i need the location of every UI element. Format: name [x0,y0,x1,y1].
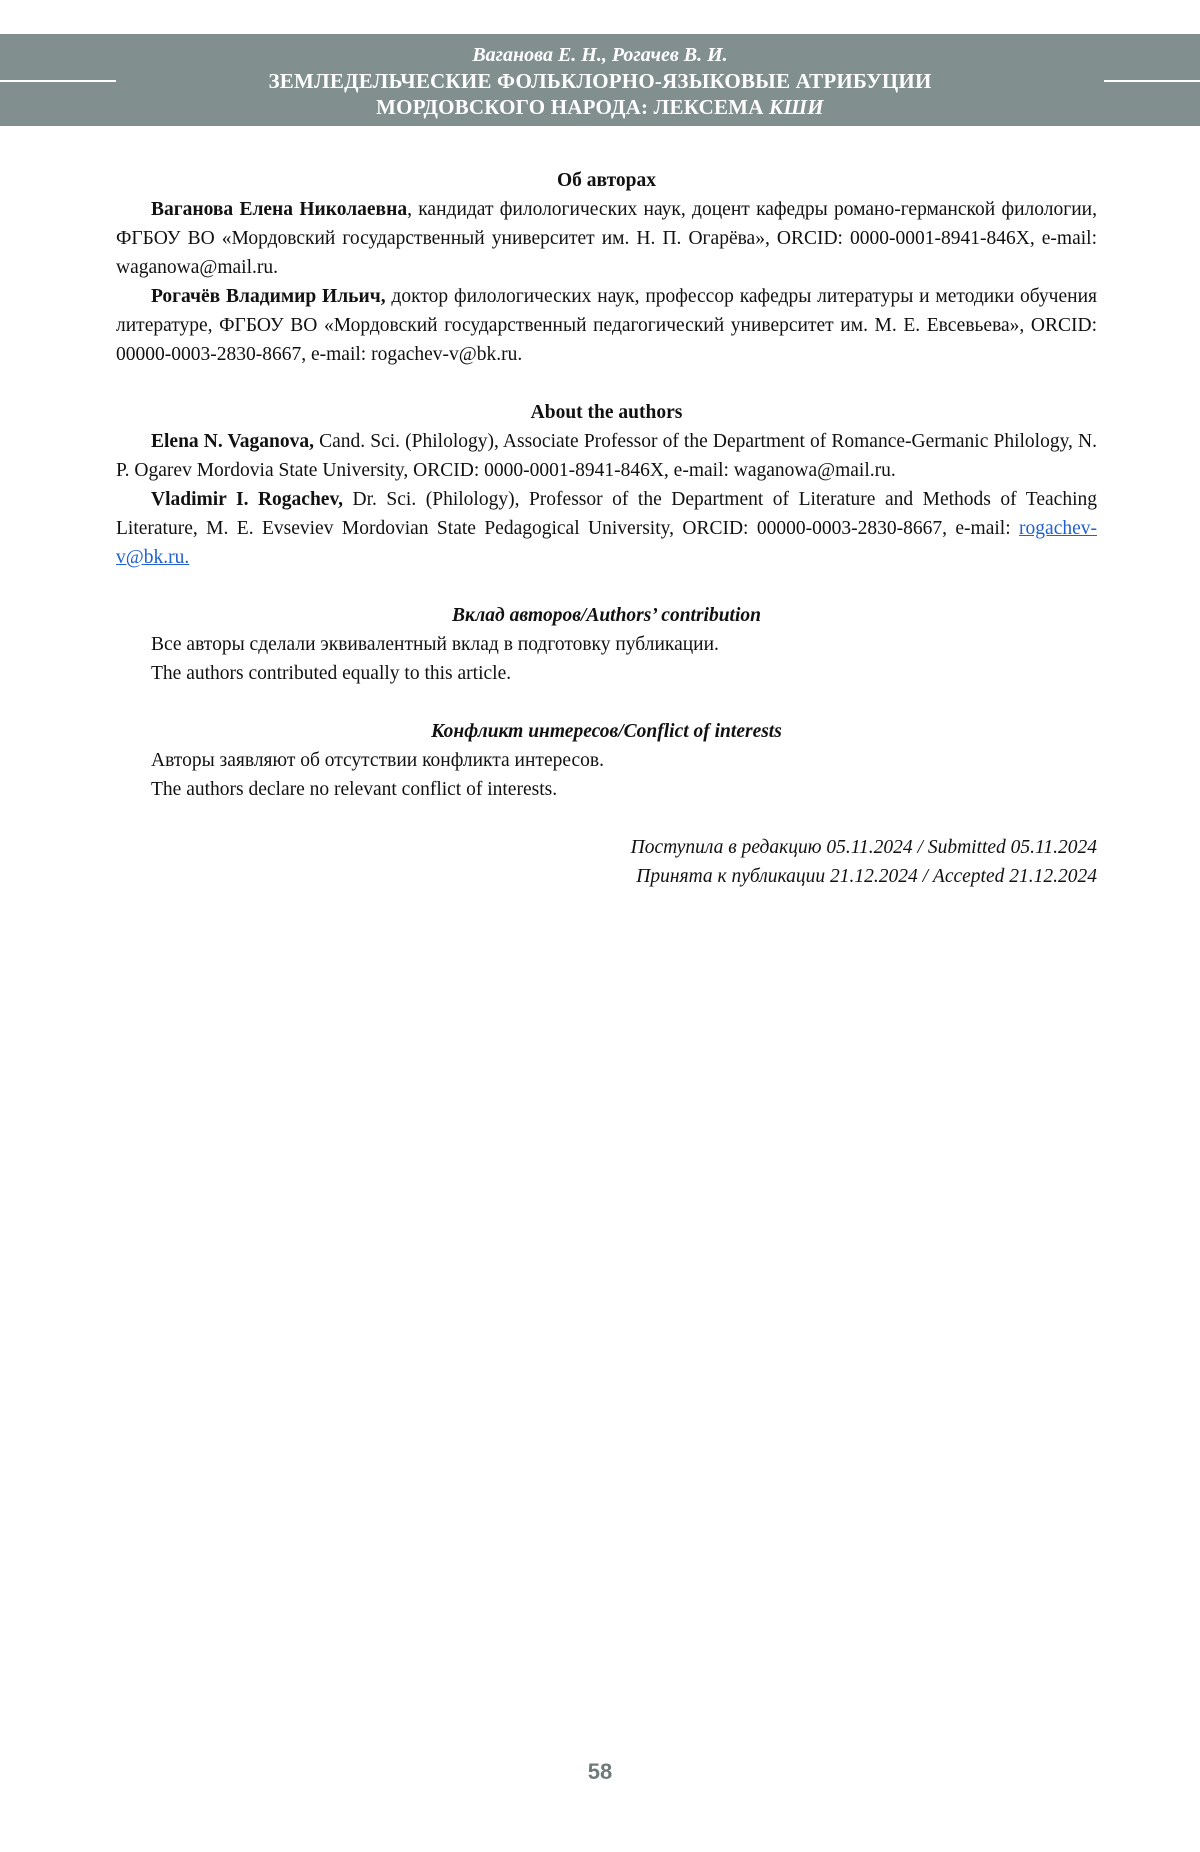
author2-en-text: Dr. Sci. (Philology), Professor of the Department of Literature and Methods of Teaching Literature, M. E. Evseviev Mordovian State Pedagogical University, ORCID: 00000-0003-2830-8667, e-mail: [116,489,1097,539]
accepted-date: Принята к публикации 21.12.2024 / Accepted 21.12.2024 [636,866,1097,887]
conflict-en: The authors declare no relevant conflict of interests. [151,779,558,800]
contribution-ru: Все авторы сделали эквивалентный вклад в подготовку публикации. [151,634,719,655]
author2-ru-name: Рогачёв Владимир Ильич, [151,286,386,307]
author2-ru-bio [116,282,1097,369]
running-header [0,34,1200,126]
header-title-lexeme: КШИ [769,95,824,119]
conflict-heading: Конфликт интересов/Conflict of interests [431,721,782,742]
author1-ru-bio [116,195,1097,282]
header-title-line2 [0,94,1200,120]
author1-en-name: Elena N. Vaganova, [151,431,315,452]
author1-en-text: Cand. Sci. (Philology), Associate Professor of the Department of Romance-Germanic Philology, N. P. Ogarev Mordovia State University, ORCID: 0000-0001-8941-846X, e-mail: waganowa@mail.ru. [116,431,1097,481]
author1-ru-name: Ваганова Елена Николаевна [151,199,408,220]
author1-en-bio [116,427,1097,485]
about-authors-ru-heading: Об авторах [556,170,656,191]
author2-en-name: Vladimir I. Rogachev, [151,489,344,510]
header-title-line1: ЗЕМЛЕДЕЛЬЧЕСКИЕ ФОЛЬКЛОРНО-ЯЗЫКОВЫЕ АТРИБУЦИИ [268,69,932,93]
author2-email-link[interactable]: rogachev-v@bk.ru. [116,518,1097,568]
contribution-en: The authors contributed equally to this article. [151,663,512,684]
author1-ru-text: , кандидат филологических наук, доцент кафедры романо-германской филологии, ФГБОУ ВО «Мордовский государственный университет им. Н. П. Огарёва», ORCID: 0000-0001-8941-846X, e-mail: waganowa@mail.ru. [116,199,1097,278]
submitted-date: Поступила в редакцию 05.11.2024 / Submitted 05.11.2024 [630,837,1097,858]
conflict-ru: Авторы заявляют об отсутствии конфликта интересов. [151,750,604,771]
header-authors: Ваганова Е. Н., Рогачев В. И. [472,44,728,66]
author2-en-bio [116,485,1097,572]
header-title-prefix: МОРДОВСКОГО НАРОДА: ЛЕКСЕМА [376,95,770,119]
article-body [116,166,1097,891]
about-authors-en-heading: About the authors [530,402,683,423]
contribution-heading: Вклад авторов/Authors’ contribution [451,605,761,626]
page-number: 58 [587,1759,613,1784]
author2-ru-text: доктор филологических наук, профессор кафедры литературы и методики обучения литературе, ФГБОУ ВО «Мордовский государственный педагогический университет им. М. Е. Евсевьева», ORCID: 00000-0003-2830-8667, e-mail: rogachev-v@bk.ru. [116,286,1097,365]
